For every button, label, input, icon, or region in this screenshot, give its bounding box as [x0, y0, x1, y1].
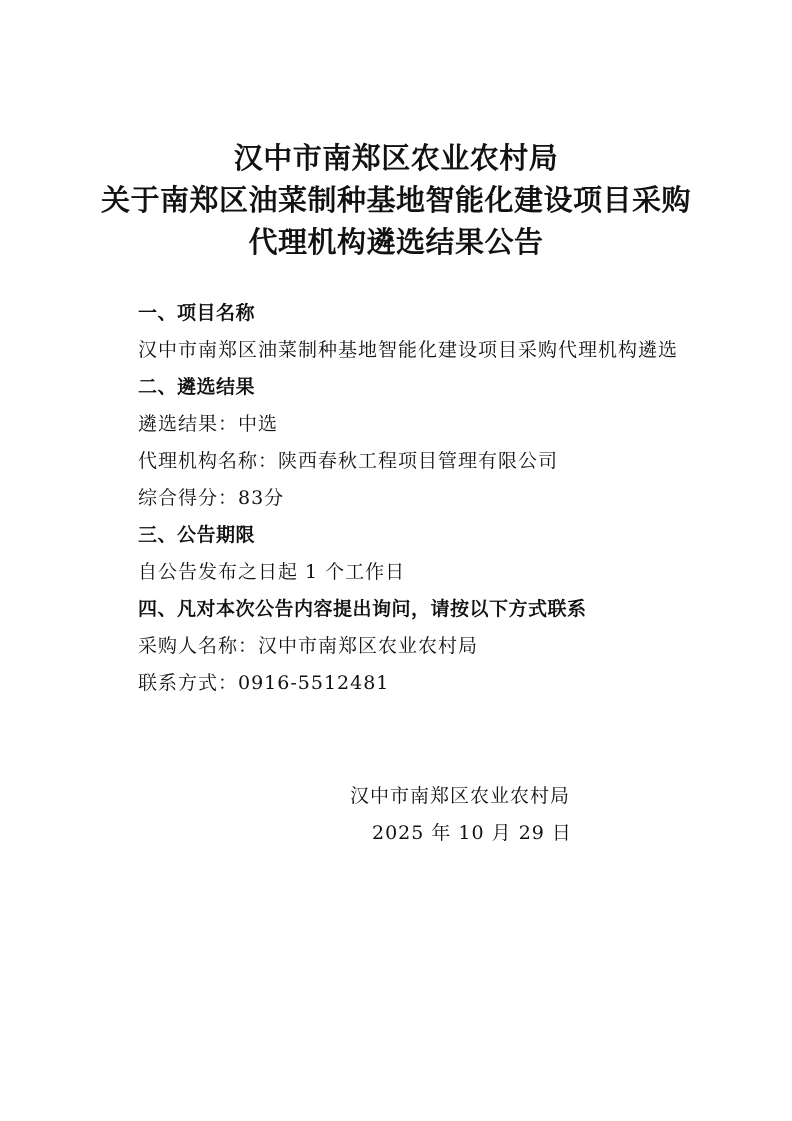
- project-name-text: 汉中市南郑区油菜制种基地智能化建设项目采购代理机构遴选: [138, 339, 679, 361]
- title-line-3: 代理机构遴选结果公告: [248, 225, 544, 259]
- section-heading-selection-result: 二、遴选结果: [138, 376, 256, 398]
- notice-period-text: 自公告发布之日起 1 个工作日: [138, 561, 406, 583]
- overall-score-text: 综合得分：83分: [138, 487, 285, 509]
- section-heading-notice-period: 三、公告期限: [138, 524, 256, 546]
- purchaser-name-text: 采购人名称：汉中市南郑区农业农村局: [138, 635, 479, 657]
- contact-phone-text: 联系方式：0916-5512481: [138, 672, 390, 694]
- selection-result-text: 遴选结果：中选: [138, 413, 279, 435]
- section-heading-project-name: 一、项目名称: [138, 302, 256, 324]
- title-line-2: 关于南郑区油菜制种基地智能化建设项目采购: [100, 183, 691, 217]
- signature-organization: 汉中市南郑区农业农村局: [350, 785, 571, 807]
- signature-block: [0, 778, 792, 852]
- signature-date: 2025 年 10 月 29 日: [372, 822, 572, 844]
- section-heading-contact: 四、凡对本次公告内容提出询问，请按以下方式联系: [138, 598, 587, 620]
- document-body: [138, 295, 738, 702]
- document-title: [0, 137, 792, 263]
- agency-name-text: 代理机构名称：陕西春秋工程项目管理有限公司: [138, 450, 559, 472]
- title-line-1: 汉中市南郑区农业农村局: [233, 141, 559, 175]
